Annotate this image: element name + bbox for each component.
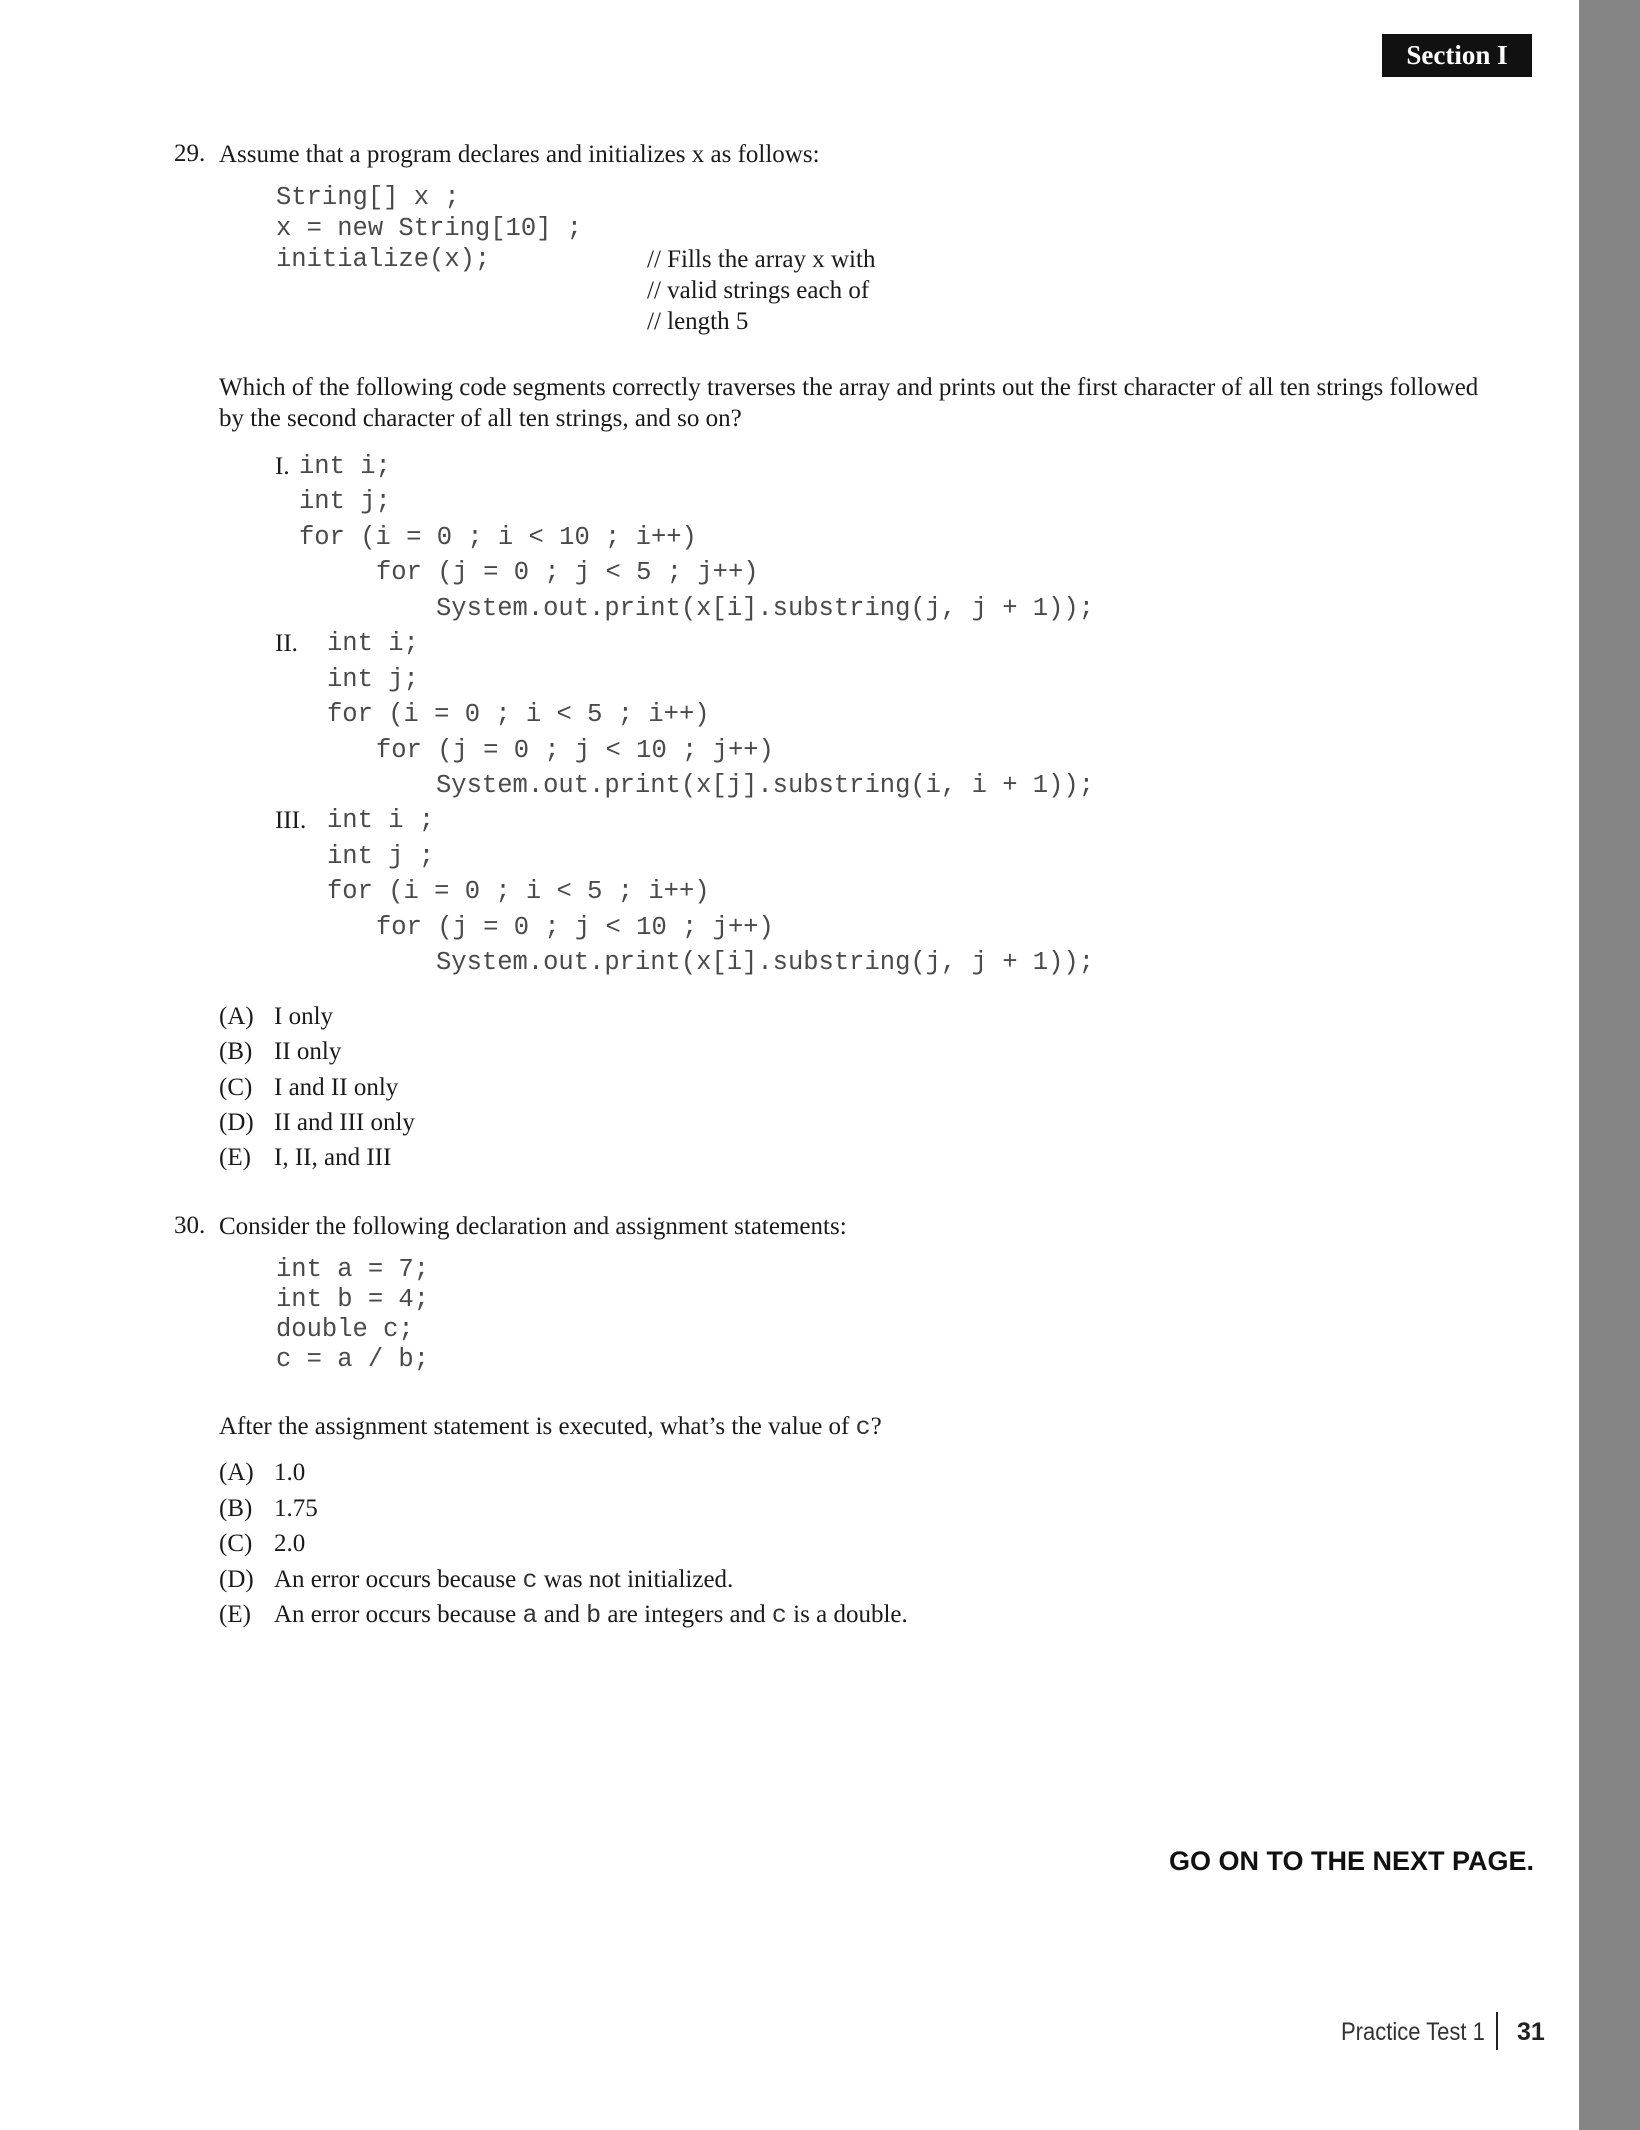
setup-comment-line: // length 5 — [647, 308, 749, 335]
q30-code-line: c = a / b; — [276, 1345, 430, 1374]
segment-code-line: int j; — [299, 487, 391, 516]
inline-code: c — [522, 1566, 538, 1595]
inline-code: a — [522, 1601, 538, 1630]
question-29-prompt: Assume that a program declares and initializes x as follows: — [219, 141, 820, 168]
segment-code-line: System.out.print(x[i].substring(j, j + 1)); — [436, 948, 1095, 977]
segment-code-line: int j ; — [327, 842, 435, 871]
section-label: Section I — [1382, 34, 1532, 77]
choice-letter: (B) — [219, 1495, 253, 1522]
choice-letter: (A) — [219, 1003, 254, 1030]
setup-comment-line: // valid strings each of — [647, 277, 870, 304]
segment-code-line: System.out.print(x[i].substring(j, j + 1)); — [436, 594, 1095, 623]
segment-code-line: int i; — [299, 452, 391, 481]
page-number: 31 — [1517, 2018, 1545, 2046]
footer-test-label: Practice Test 1 — [1341, 2018, 1485, 2046]
question-30-text: After the assignment statement is executed, what’s the value of c? — [219, 1413, 882, 1442]
choice-letter: (E) — [219, 1144, 251, 1171]
setup-code-line: initialize(x); — [276, 245, 491, 274]
choice-text: II only — [274, 1038, 342, 1065]
segment-label-I: I. — [275, 453, 290, 480]
choice-letter: (A) — [219, 1459, 254, 1486]
setup-code-line: x = new String[10] ; — [276, 214, 583, 243]
segment-code-line: int j; — [327, 665, 419, 694]
inline-code: c — [855, 1413, 871, 1442]
setup-code-line: String[] x ; — [276, 183, 460, 212]
inline-code: b — [586, 1601, 602, 1630]
go-on-next-page: GO ON TO THE NEXT PAGE. — [1169, 1846, 1535, 1876]
choice-letter: (D) — [219, 1566, 254, 1593]
segment-code-line: for (j = 0 ; j < 10 ; j++) — [376, 736, 774, 765]
choice-letter: (B) — [219, 1038, 253, 1065]
segment-code-line: for (i = 0 ; i < 5 ; i++) — [327, 877, 710, 906]
choice-text: I, II, and III — [274, 1144, 392, 1171]
segment-code-line: for (j = 0 ; j < 10 ; j++) — [376, 913, 774, 942]
q30-code-line: double c; — [276, 1315, 414, 1344]
q30-code-line: int b = 4; — [276, 1285, 430, 1314]
segment-code-line: for (j = 0 ; j < 5 ; j++) — [376, 558, 759, 587]
setup-comment-line: // Fills the array x with — [647, 246, 876, 273]
q30-code-line: int a = 7; — [276, 1255, 430, 1284]
choice-text: II and III only — [274, 1109, 415, 1136]
choice-letter: (D) — [219, 1109, 254, 1136]
choice-letter: (E) — [219, 1601, 251, 1628]
side-margin-bar — [1579, 0, 1640, 2130]
question-29-number: 29. — [174, 140, 206, 167]
choice-text: 2.0 — [274, 1530, 306, 1557]
question-30-number: 30. — [174, 1212, 206, 1239]
choice-text: An error occurs because a and b are integers and c is a double. — [274, 1601, 908, 1630]
choice-text: I and II only — [274, 1074, 399, 1101]
segment-label-III: III. — [275, 807, 307, 834]
choice-letter: (C) — [219, 1074, 253, 1101]
choice-text: I only — [274, 1003, 334, 1030]
segment-code-line: int i ; — [327, 806, 435, 835]
choice-letter: (C) — [219, 1530, 253, 1557]
inline-code: c — [771, 1601, 787, 1630]
segment-code-line: System.out.print(x[j].substring(i, i + 1)); — [436, 771, 1095, 800]
choice-text: 1.0 — [274, 1459, 306, 1486]
question-29-text-line: Which of the following code segments correctly traverses the array and prints out the first character of all ten strings followed — [219, 374, 1479, 401]
segment-code-line: for (i = 0 ; i < 10 ; i++) — [299, 523, 697, 552]
footer-divider — [1496, 2012, 1498, 2050]
question-30-prompt: Consider the following declaration and assignment statements: — [219, 1213, 847, 1240]
segment-code-line: int i; — [327, 629, 419, 658]
choice-text: 1.75 — [274, 1495, 318, 1522]
choice-text: An error occurs because c was not initialized. — [274, 1566, 734, 1595]
segment-label-II: II. — [275, 630, 298, 657]
question-29-text-line: by the second character of all ten strings, and so on? — [219, 405, 742, 432]
segment-code-line: for (i = 0 ; i < 5 ; i++) — [327, 700, 710, 729]
